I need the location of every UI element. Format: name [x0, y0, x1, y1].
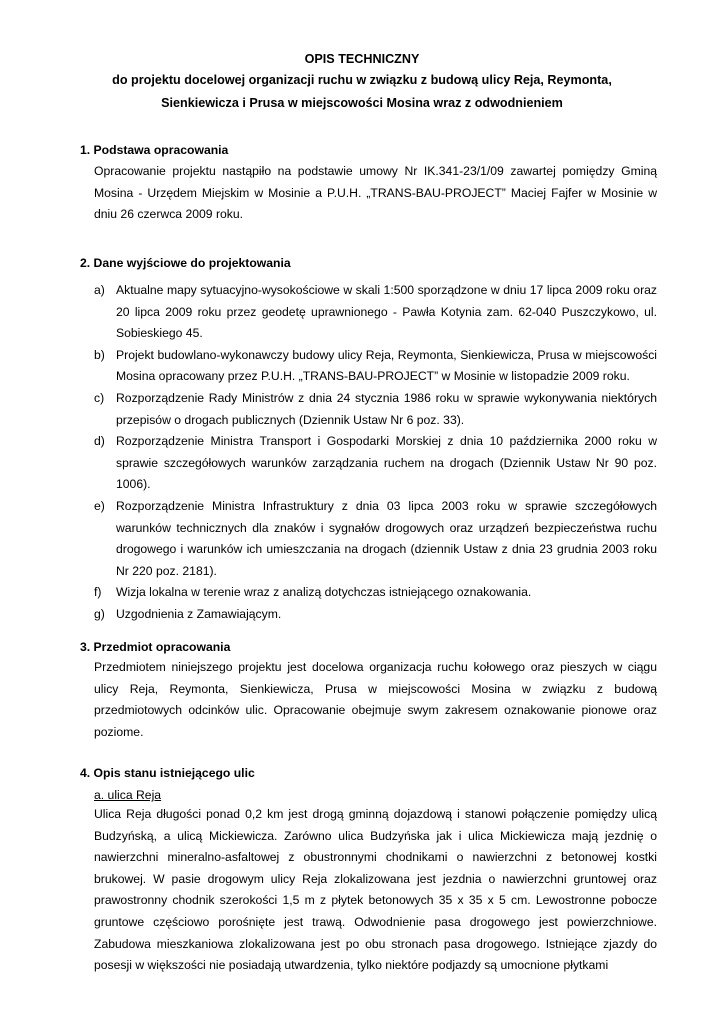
list-item-text: Wizja lokalna w terenie wraz z analizą dotychczas istniejącego oznakowania.: [116, 585, 532, 600]
list-marker: e): [94, 498, 105, 513]
list-marker: b): [94, 347, 105, 362]
list-marker: d): [94, 434, 105, 449]
list-item: [94, 345, 657, 388]
section-2-list: [94, 280, 657, 626]
list-item: [94, 388, 657, 431]
section-2-heading: 2. Dane wyjściowe do projektowania: [80, 256, 291, 270]
section-1-heading: 1. Podstawa opracowania: [80, 143, 229, 157]
list-item: [94, 280, 657, 345]
list-marker: a): [94, 283, 105, 297]
document-subtitle-line-2: Sienkiewicza i Prusa w miejscowości Mosina wraz z odwodnieniem: [161, 96, 563, 110]
list-item-text: Rozporządzenie Ministra Infrastruktury z dnia 03 lipca 2003 roku w sprawie szczegółowych warunków technicznych dla znaków i sygnałów drogowych oraz urządzeń bezpieczeństwa ruchu drogowego i warunków ich umieszczania na drogach (dziennik Ustaw z dnia 23 grudnia 2003 roku Nr 220 poz. 2181).: [116, 498, 657, 578]
list-item-text: Aktualne mapy sytuacyjno-wysokościowe w skali 1:500 sporządzone w dniu 17 lipca 2009 roku oraz 20 lipca 2009 roku przez geodetę uprawnionego - Pawła Kotynia zam. 62-040 Puszczykowo, ul. Sobieskiego 45.: [116, 283, 657, 341]
list-item-text: Projekt budowlano-wykonawczy budowy ulicy Reja, Reymonta, Sienkiewicza, Prusa w miejscowości Mosina opracowany przez P.U.H. „TRANS-BAU-PROJECT” w Mosinie w listopadzie 2009 roku.: [116, 347, 657, 384]
list-item: [94, 582, 657, 604]
document-subtitle-line-1: do projektu docelowej organizacji ruchu w związku z budową ulicy Reja, Reymonta,: [112, 73, 612, 87]
list-item-text: Rozporządzenie Ministra Transport i Gospodarki Morskiej z dnia 10 października 2000 roku w sprawie szczegółowych warunków zarządzania ruchem na drogach (Dziennik Ustaw Nr 90 poz. 1006).: [116, 434, 657, 492]
section-4-text: Ulica Reja długości ponad 0,2 km jest drogą gminną dojazdową i stanowi połączenie pomiędzy ulicą Budzyńską, a ulicą Mickiewicza. Zarówno ulica Budzyńska jak i ulica Mickiewicza mają jezdnię o nawierzchni mineralno-asfaltowej z obustronnymi chodnikami o nawierzchni z betonowej kostki brukowej. W pasie drogowym ulicy Reja zlokalizowana jest jezdnia o nawierzchni gruntowej oraz prawostronny chodnik szerokości 1,5 m z płytek betonowych 35 x 35 x 5 cm. Lewostronne pobocze gruntowe częściowo porośnięte jest trawą. Odwodnienie pasa drogowego jest powierzchniowe. Zabudowa mieszkaniowa zlokalizowana jest po obu stronach pasa drogowego. Istniejące zjazdy do posesji w większości nie posiadają utwardzenia, tylko niektóre podjazdy są umocnione płytkami: [94, 807, 657, 973]
list-item: [94, 604, 657, 626]
document-title: OPIS TECHNICZNY: [304, 52, 420, 66]
section-1-text: Opracowanie projektu nastąpiło na podstawie umowy Nr IK.341-23/1/09 zawartej pomiędzy Gminą Mosina - Urzędem Miejskim w Mosinie a P.U.H. „TRANS-BAU-PROJECT” Maciej Fajfer w Mosinie w dniu 26 czerwca 2009 roku.: [94, 164, 657, 222]
list-item-text: Uzgodnienia z Zamawiającym.: [116, 606, 282, 621]
section-3-heading: 3. Przedmiot opracowania: [80, 640, 231, 654]
section-4-heading: 4. Opis stanu istniejącego ulic: [80, 766, 255, 780]
list-marker: c): [94, 390, 105, 405]
list-item-text: Rozporządzenie Rady Ministrów z dnia 24 stycznia 1986 roku w sprawie wykonywania niektórych przepisów o drogach publicznych (Dziennik Ustaw Nr 6 poz. 33).: [116, 390, 657, 427]
section-4-subheading: a. ulica Reja: [94, 788, 162, 802]
list-item: [94, 496, 657, 582]
list-marker: g): [94, 606, 105, 621]
list-item: [94, 431, 657, 496]
list-marker: f): [94, 585, 102, 600]
section-3-text: Przedmiotem niniejszego projektu jest docelowa organizacja ruchu kołowego oraz pieszych w ciągu ulicy Reja, Reymonta, Sienkiewicza, Prusa w miejscowości Mosina w związku z budową przedmiotowych odcinków ulic. Opracowanie obejmuje swym zakresem oznakowanie pionowe oraz poziome.: [94, 660, 657, 739]
